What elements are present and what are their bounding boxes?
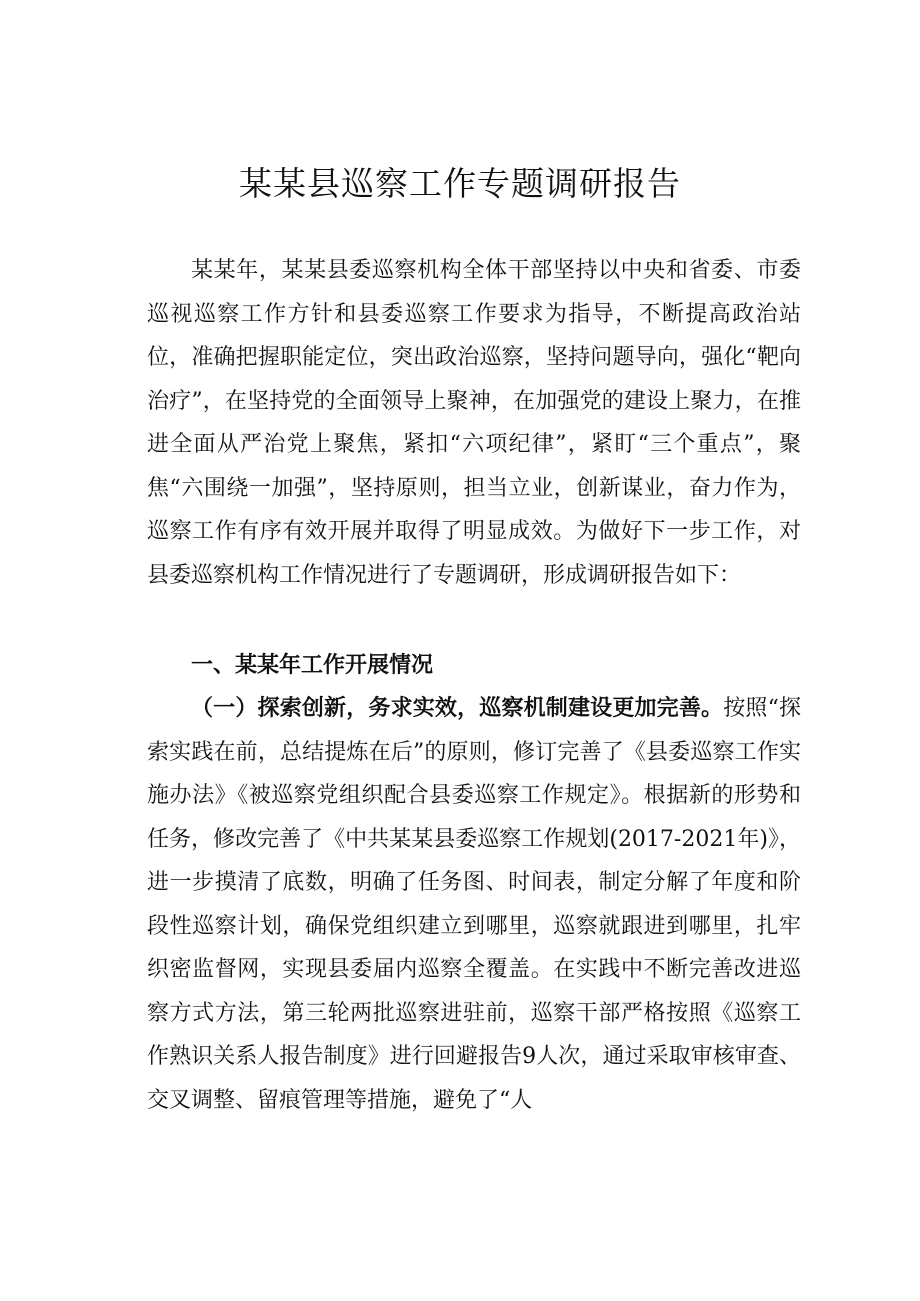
intro-paragraph: 某某年，某某县委巡察机构全体干部坚持以中央和省委、市委巡视巡察工作方针和县委巡察工作要求为指导，不断提高政治站位，准确把握职能定位，突出政治巡察，坚持问题导向，强化“靶向治疗”，在坚持党的全面领导上聚神，在加强党的建设上聚力，在推进全面从严治党上聚焦，紧扣“六项纪律”，紧盯“三个重点”，聚焦“六围绕一加强”，坚持原则，担当立业，创新谋业，奋力作为，巡察工作有序有效开展并取得了明显成效。为做好下一步工作，对县委巡察机构工作情况进行了专题调研，形成调研报告如下：	[147, 258, 801, 588]
section-paragraph	[147, 687, 801, 1122]
section-heading: 一、某某年工作开展情况	[191, 653, 434, 678]
document-title: 某某县巡察工作专题调研报告	[239, 164, 681, 203]
sub-paragraph-text: 按照“探索实践在前，总结提炼在后”的原则，修订完善了《县委巡察工作实施办法》《被巡察党组织配合县委巡察工作规定》。根据新的形势和任务，修改完善了《中共某某县委巡察工作规划(2017-2021年)》，进一步摸清了底数，明确了任务图、时间表，制定分解了年度和阶段性巡察计划，确保党组织建立到哪里，巡察就跟进到哪里，扎牢织密监督网，实现县委届内巡察全覆盖。在实践中不断完善改进巡察方式方法，第三轮两批巡察进驻前，巡察干部严格按照《巡察工作熟识关系人报告制度》进行回避报告9人次，通过采取审核审查、交叉调整、留痕管理等措施，避免了“人	[147, 696, 801, 1113]
sub-heading: （一）探索创新，务求实效，巡察机制建设更加完善。	[191, 695, 724, 721]
